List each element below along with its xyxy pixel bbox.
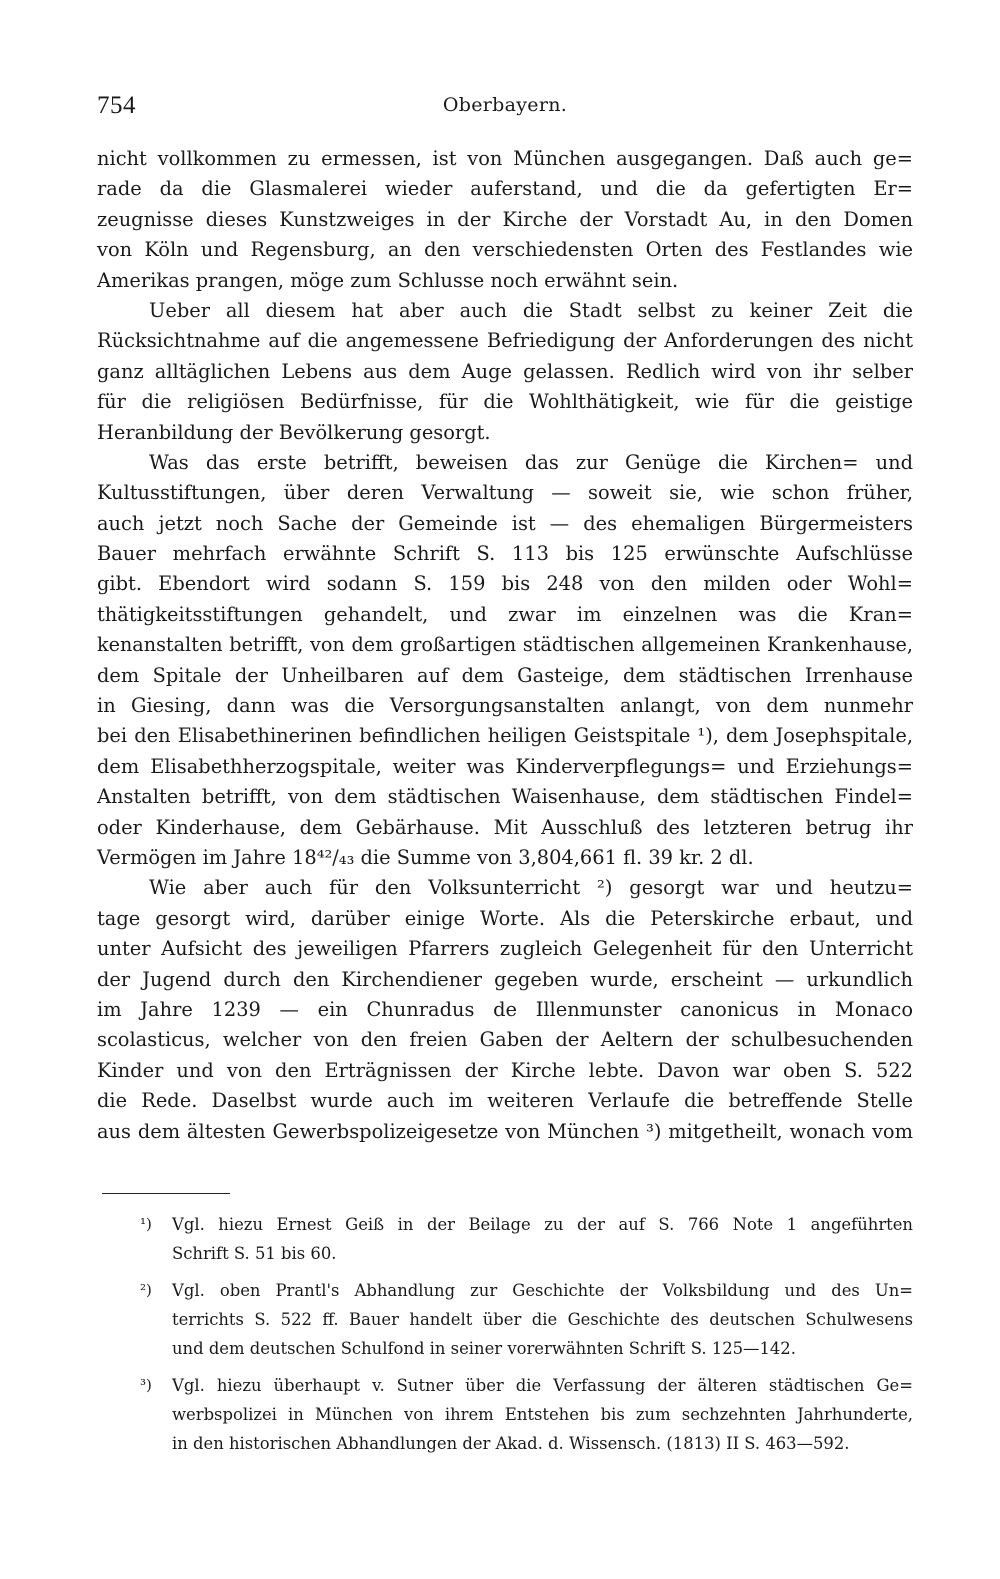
footnote-line [140, 1276, 913, 1305]
body-line: Anstalten betrifft, von dem städtischen Waisenhause, dem städtischen Findel= [97, 785, 913, 809]
body-line: Was das erste betrifft, beweisen das zur Genüge die Kirchen= und [149, 450, 913, 474]
footnote-line [140, 1371, 913, 1400]
body-line: aus dem ältesten Gewerbspolizeigesetze von München ³) mitgetheilt, wonach vom [97, 1119, 913, 1143]
body-text [97, 144, 913, 1147]
body-line: dem Elisabethherzogspitale, weiter was Kinderverpflegungs= und Erziehungs= [97, 754, 913, 778]
footnote-separator [102, 1193, 230, 1194]
footnotes [140, 1210, 913, 1458]
body-line: dem Spitale der Unheilbaren auf dem Gasteige, dem städtischen Irrenhause [97, 663, 913, 687]
body-line: von Köln und Regensburg, an den verschiedensten Orten des Festlandes wie [97, 238, 913, 262]
body-line: Bauer mehrfach erwähnte Schrift S. 113 bis 125 erwünschte Aufschlüsse [97, 542, 913, 566]
footnote-2 [140, 1276, 913, 1363]
body-line: in Giesing, dann was die Versorgungsanstalten anlangt, von dem nunmehr [97, 694, 913, 718]
body-line: rade da die Glasmalerei wieder auferstand, und die da gefertigten Er= [97, 177, 913, 201]
body-line: Kinder und von den Erträgnissen der Kirche lebte. Davon war oben S. 522 [97, 1058, 913, 1082]
footnote-marker: ¹) [140, 1215, 152, 1233]
body-line: die Rede. Daselbst wurde auch im weiteren Verlaufe die betreffende Stelle [97, 1089, 913, 1113]
footnote-line: Schrift S. 51 bis 60. [172, 1244, 337, 1263]
body-line: Heranbildung der Bevölkerung gesorgt. [97, 420, 491, 444]
body-line: unter Aufsicht des jeweiligen Pfarrers zugleich Gelegenheit für den Unterricht [97, 937, 913, 961]
footnote-3 [140, 1371, 913, 1458]
page-number: 754 [97, 92, 136, 119]
footnote-text: Vgl. oben Prantl's Abhandlung zur Geschichte der Volksbildung und des Un= [172, 1281, 913, 1300]
running-title: Oberbayern. [442, 94, 568, 116]
body-line: im Jahre 1239 — ein Chunradus de Illenmunster canonicus in Monaco [97, 997, 913, 1021]
body-line: kenanstalten betrifft, von dem großartigen städtischen allgemeinen Krankenhause, [97, 633, 913, 657]
body-line: für die religiösen Bedürfnisse, für die Wohlthätigkeit, wie für die geistige [97, 390, 913, 414]
body-line: ganz alltäglichen Lebens aus dem Auge gelassen. Redlich wird von ihr selber [97, 359, 913, 383]
footnote-line: werbspolizei in München von ihrem Entstehen bis zum sechzehnten Jahrhunderte, [172, 1405, 913, 1424]
footnote-1 [140, 1210, 913, 1268]
body-line: Wie aber auch für den Volksunterricht ²) gesorgt war und heutzu= [149, 876, 913, 900]
page-header [97, 92, 913, 128]
body-line: nicht vollkommen zu ermessen, ist von München ausgegangen. Daß auch ge= [97, 147, 913, 170]
body-line: auch jetzt noch Sache der Gemeinde ist — des ehemaligen Bürgermeisters [97, 511, 913, 535]
body-line: Amerikas prangen, möge zum Schlusse noch erwähnt sein. [97, 268, 679, 292]
body-line: thätigkeitsstiftungen gehandelt, und zwar im einzelnen was die Kran= [97, 602, 913, 626]
footnote-line: in den historischen Abhandlungen der Akad. d. Wissensch. (1813) II S. 463—592. [172, 1434, 850, 1453]
body-line: Rücksichtnahme auf die angemessene Befriedigung der Anforderungen des nicht [97, 329, 913, 353]
body-line: der Jugend durch den Kirchendiener gegeben wurde, erscheint — urkundlich [97, 967, 913, 991]
body-line: tage gesorgt wird, darüber einige Worte. Als die Peterskirche erbaut, und [97, 906, 913, 930]
footnote-text: Vgl. hiezu Ernest Geiß in der Beilage zu der auf S. 766 Note 1 angeführten [172, 1215, 913, 1234]
footnote-line: terrichts S. 522 ff. Bauer handelt über die Geschichte des deutschen Schulwesens [172, 1310, 913, 1329]
footnote-text: Vgl. hiezu überhaupt v. Sutner über die Verfassung der älteren städtischen Ge= [172, 1376, 913, 1395]
body-line: Ueber all diesem hat aber auch die Stadt selbst zu keiner Zeit die [149, 298, 913, 322]
body-line: Vermögen im Jahre 18⁴²/₄₃ die Summe von 3,804,661 fl. 39 kr. 2 dl. [97, 845, 754, 869]
body-line: Kultusstiftungen, über deren Verwaltung — soweit sie, wie schon früher, [97, 481, 913, 505]
footnote-line: und dem deutschen Schulfond in seiner vorerwähnten Schrift S. 125—142. [172, 1339, 796, 1358]
footnote-marker: ³) [140, 1376, 152, 1394]
footnote-marker: ²) [140, 1281, 152, 1299]
body-line: scolasticus, welcher von den freien Gaben der Aeltern der schulbesuchenden [97, 1028, 913, 1052]
body-line: zeugnisse dieses Kunstzweiges in der Kirche der Vorstadt Au, in den Domen [97, 207, 913, 231]
footnote-line [140, 1210, 913, 1239]
body-line: bei den Elisabethinerinen befindlichen heiligen Geistspitale ¹), dem Josephspitale, [97, 724, 913, 748]
body-line: gibt. Ebendort wird sodann S. 159 bis 248 von den milden oder Wohl= [97, 572, 913, 596]
body-line: oder Kinderhause, dem Gebärhause. Mit Ausschluß des letzteren betrug ihr [97, 815, 913, 839]
